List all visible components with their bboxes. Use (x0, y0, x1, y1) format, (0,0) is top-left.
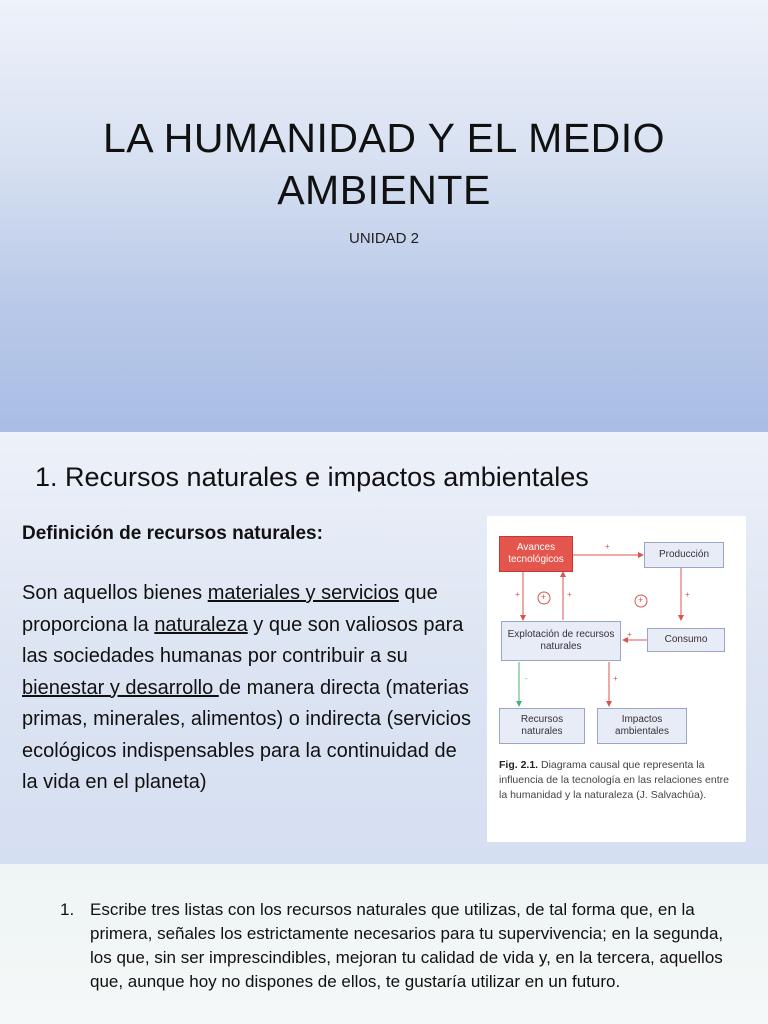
title-slide (0, 0, 768, 432)
slide-subtitle: UNIDAD 2 (348, 230, 419, 247)
sign-plus: + (613, 674, 618, 683)
body-text: de manera directa (materias primas, minerales, alimentos) o indirecta (servicios ecológicos indispensables para la continuidad de la vida en el planeta) (22, 676, 472, 793)
loop-plus-left: + (541, 592, 547, 602)
underlined-term: naturaleza (154, 613, 248, 636)
sign-plus: + (567, 590, 572, 599)
causal-diagram-figure (487, 516, 746, 842)
body-text: que proporciona la (22, 582, 438, 636)
sign-minus: - (525, 674, 528, 683)
exercise-text: Escribe tres listas con los recursos naturales que utilizas, de tal forma que, en la primera, señales los estrictamente necesarios para tu supervivencia; en la segunda, los que, sin ser imprescindibles, mejoran tu calidad de vida y, en la tercera, aquellos que, aunque hoy no dispones de ellos, te gustaría utilizar en un futuro. (90, 900, 724, 991)
sign-plus: + (515, 590, 520, 599)
loop-plus-right: + (638, 595, 644, 605)
figure-caption (499, 758, 739, 803)
definition-title: Definición de recursos naturales: (22, 523, 323, 544)
slide-title: LA HUMANIDAD Y EL MEDIO AMBIENTE (102, 115, 666, 213)
underlined-term: bienestar y desarrollo (22, 676, 219, 699)
list-number: 1. (60, 900, 75, 919)
definition-body (22, 578, 477, 799)
body-text: y que son valiosos para las sociedades humanas por contribuir a su (22, 613, 464, 667)
body-text: Son aquellos bienes (22, 582, 208, 604)
section-heading: 1. Recursos naturales e impactos ambientales (35, 462, 589, 492)
exercise-slide (0, 864, 768, 1024)
underlined-term: materiales y servicios (207, 582, 399, 604)
caption-label: Fig. 2.1. (499, 759, 539, 771)
box-recursos-naturales: Recursos naturales (499, 708, 585, 744)
box-avances-tecnologicos: Avances tecnológicos (499, 536, 573, 572)
sign-plus: + (627, 630, 632, 639)
box-produccion: Producción (644, 542, 724, 568)
content-slide (0, 432, 768, 864)
box-explotacion-recursos: Explotación de recursos naturales (501, 621, 621, 661)
caption-text: Diagrama causal que representa la influencia de la tecnología en las relaciones entre la humanidad y la naturaleza (J. Salvachúa). (499, 759, 729, 801)
box-impactos-ambientales: Impactos ambientales (597, 708, 687, 744)
sign-plus: + (605, 542, 610, 551)
box-consumo: Consumo (647, 628, 725, 652)
sign-plus: + (685, 590, 690, 599)
